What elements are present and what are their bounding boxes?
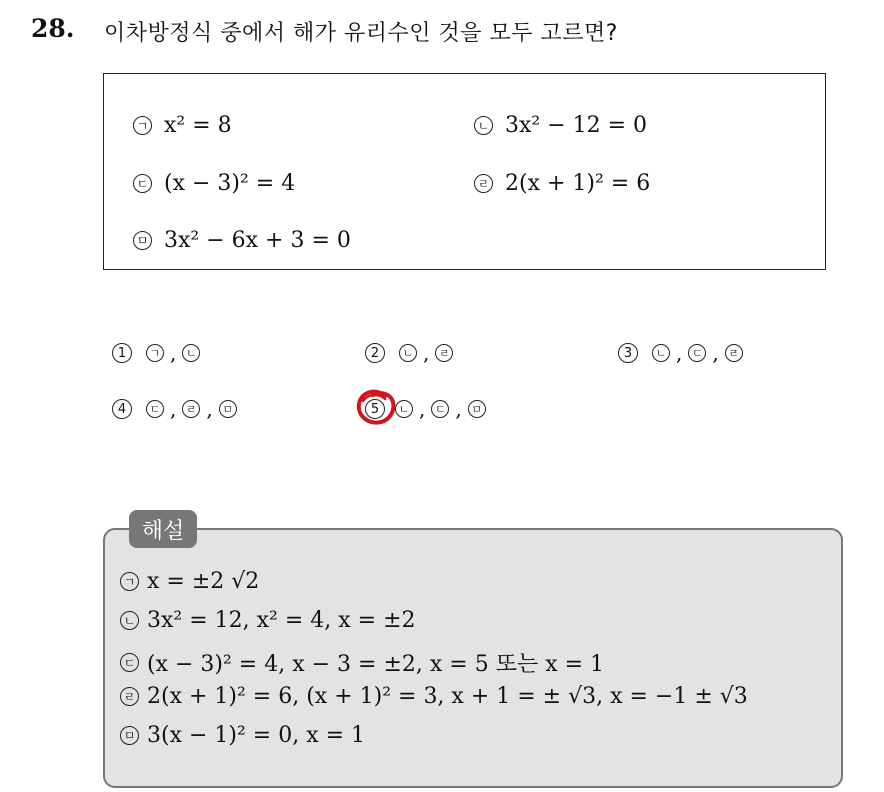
solution-text: 2(x + 1)² = 6, (x + 1)² = 3, x + 1 = ± √3, x = −1 ± √3 — [147, 684, 748, 709]
box-item-3 — [133, 171, 295, 196]
solution-text: 3x² = 12, x² = 4, x = ±2 — [147, 608, 416, 633]
solution-text: (x − 3)² = 4, x − 3 = ±2, x = 5 또는 x = 1 — [147, 652, 605, 677]
option-5[interactable]: 5 ㄴ , ㄷ , ㅁ — [365, 397, 490, 421]
hangul-marker: ㄱ — [133, 116, 152, 135]
hangul-marker: ㄴ — [120, 611, 139, 630]
solution-line-1 — [120, 569, 259, 594]
hangul-marker: ㄷ — [120, 653, 139, 672]
option-number: 5 — [365, 399, 385, 419]
solution-text: x = ±2 √2 — [147, 569, 260, 594]
solution-text: 3(x − 1)² = 0, x = 1 — [147, 723, 366, 748]
equation: (x − 3)² = 4 — [164, 171, 296, 196]
hangul-marker: ㄱ — [146, 344, 164, 362]
equation: x² = 8 — [164, 113, 232, 138]
option-number: 4 — [112, 399, 132, 419]
hangul-marker: ㄴ — [395, 400, 413, 418]
hangul-marker: ㄹ — [474, 174, 493, 193]
option-number: 1 — [112, 343, 132, 363]
option-2[interactable]: 2 ㄴ , ㄹ — [365, 341, 457, 365]
option-number: 3 — [618, 343, 638, 363]
hangul-marker: ㄷ — [146, 400, 164, 418]
hangul-marker: ㄴ — [474, 116, 493, 135]
hangul-marker: ㄴ — [182, 344, 200, 362]
solution-line-4 — [120, 684, 748, 709]
hangul-marker: ㅁ — [133, 231, 152, 250]
hangul-marker: ㄷ — [431, 400, 449, 418]
hangul-marker: ㄷ — [133, 174, 152, 193]
hangul-marker: ㄹ — [725, 344, 743, 362]
question-text: 이차방정식 중에서 해가 유리수인 것을 모두 고르면? — [104, 21, 618, 46]
solution-line-3 — [120, 647, 604, 678]
hangul-marker: ㄷ — [688, 344, 706, 362]
solution-line-2 — [120, 608, 416, 633]
hangul-marker: ㄹ — [182, 400, 200, 418]
box-item-4 — [474, 171, 650, 196]
hangul-marker: ㄹ — [120, 687, 139, 706]
option-3[interactable]: 3 ㄴ , ㄷ , ㄹ — [618, 341, 747, 365]
box-item-2 — [474, 113, 647, 138]
hangul-marker: ㅁ — [219, 400, 237, 418]
option-4[interactable]: 4 ㄷ , ㄹ , ㅁ — [112, 397, 241, 421]
box-item-1 — [133, 113, 232, 138]
hangul-marker: ㅁ — [120, 726, 139, 745]
equation: 2(x + 1)² = 6 — [505, 171, 651, 196]
equation: 3x² − 6x + 3 = 0 — [164, 228, 351, 253]
hangul-marker: ㅁ — [468, 400, 486, 418]
hangul-marker: ㄴ — [652, 344, 670, 362]
option-1[interactable]: 1 ㄱ , ㄴ — [112, 341, 204, 365]
answer-check-mark-icon — [355, 388, 399, 428]
hangul-marker: ㄴ — [399, 344, 417, 362]
hangul-marker: ㄱ — [120, 572, 139, 591]
option-number: 2 — [365, 343, 385, 363]
hangul-marker: ㄹ — [435, 344, 453, 362]
question-number: 28. — [31, 14, 75, 43]
solution-line-5 — [120, 723, 365, 748]
equation: 3x² − 12 = 0 — [505, 113, 648, 138]
solution-title: 해설 — [129, 510, 197, 548]
box-item-5 — [133, 228, 351, 253]
